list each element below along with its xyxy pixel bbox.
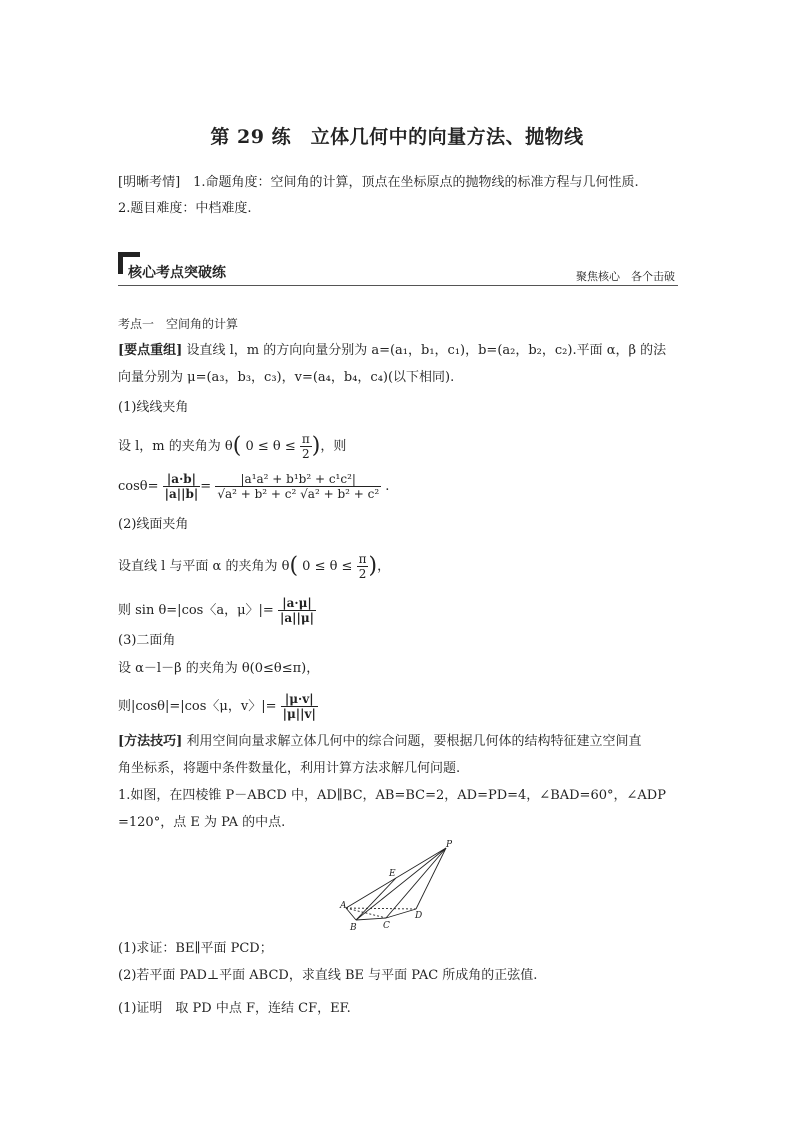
frac-expanded: $\frac{\text{|a¹a² + b¹b² + c¹c²|}}{\text{√a² + b² + c² √a² + b² + c²}}$: [217, 472, 380, 501]
method-text: 利用空间向量求解立体几何中的综合问题，要根据几何体的结构特征建立空间直: [186, 734, 642, 749]
edge-PC: [386, 848, 446, 918]
intro-line-1: [明晰考情] 1.命题角度：空间角的计算，顶点在坐标原点的抛物线的标准方程与几何性质.: [118, 175, 639, 190]
label-D: D: [415, 911, 423, 921]
item-1-heading: (1)线线夹角: [118, 400, 189, 415]
page-title: 第 29 练 立体几何中的向量方法、抛物线: [210, 126, 584, 148]
label-B: B: [350, 923, 357, 933]
sin-formula: 则 sin θ=|cos〈a，μ〉|= $\frac{|a\cdot\mu|}{|a||\mu|}$: [118, 596, 314, 625]
frac-ab: $\frac{|a\cdot b|}{|a||b|}$: [164, 472, 199, 501]
key-points-2: 向量分别为 μ=(a₃，b₃，c₃)，v=(a₄，b₄，c₄)(以下相同).: [118, 370, 455, 385]
frac-mu-v: $\frac{|\mu\cdot v|}{|\mu||v|}$: [282, 692, 316, 721]
edge-CD: [386, 909, 416, 918]
question-1: (1)求证：BE∥平面 PCD；: [118, 941, 273, 956]
item-1-text: 设 l，m 的夹角为 θ( 0 ≤ θ ≤ $\frac{\pi}{2}$ )，则: [118, 432, 347, 461]
section-heading: 考点一 空间角的计算: [118, 317, 239, 331]
cos-formula: cosθ= $\frac{|a\cdot b|}{|a||b|}$ = $\frac{\text{|a¹a² + b¹b² + c¹c²|}}{\text{√a² + b² + c² √a² + b² + c²}}$ .: [118, 472, 390, 501]
edge-BC: [356, 918, 386, 920]
item-2-heading: (2)线面夹角: [118, 517, 189, 532]
method-tips-2: 角坐标系，将题中条件数量化，利用计算方法求解几何问题.: [118, 761, 461, 776]
item-2-text: 设直线 l 与平面 α 的夹角为 θ( 0 ≤ θ ≤ $\frac{\pi}{2}$ )，: [118, 552, 391, 581]
question-2: (2)若平面 PAD⊥平面 ABCD，求直线 BE 与平面 PAC 所成角的正弦值.: [118, 968, 538, 983]
intro-line-2: 2.题目难度：中档难度.: [118, 201, 252, 216]
proof-line: (1)证明 取 PD 中点 F，连结 CF，EF.: [118, 1001, 351, 1016]
banner-bracket-top: [118, 252, 140, 257]
label-E: E: [389, 869, 396, 879]
dihedral-formula: 则|cosθ|=|cos〈μ，v〉|= $\frac{|\mu\cdot v|}{|\mu||v|}$: [118, 692, 316, 721]
key-text: 设直线 l，m 的方向向量分别为 a=(a₁，b₁，c₁)，b=(a₂，b₂，c₂).平面 α，β 的法: [186, 343, 667, 358]
banner-subtitle: 聚焦核心 各个击破: [576, 270, 675, 283]
problem-line-2: =120°，点 E 为 PA 的中点.: [118, 815, 286, 830]
banner-divider: [118, 285, 678, 286]
pi-over-2-b: $\frac{\pi}{2}$: [358, 552, 367, 581]
method-label: [方法技巧]: [118, 734, 183, 749]
label-P: P: [446, 840, 453, 850]
item-3-text: 设 α－l－β 的夹角为 θ(0≤θ≤π)，: [118, 661, 320, 676]
edge-PB: [356, 848, 446, 920]
pyramid-figure: [336, 838, 456, 934]
problem-line-1: 1.如图，在四棱锥 P－ABCD 中，AD∥BC，AB=BC=2，AD=PD=4，∠BAD=60°，∠ADP: [118, 788, 666, 803]
banner-title: 核心考点突破练: [128, 265, 226, 281]
frac-a-mu: $\frac{|a\cdot\mu|}{|a||\mu|}$: [279, 596, 314, 625]
edge-AD: [346, 908, 416, 909]
key-points: [118, 342, 666, 360]
label-A: A: [340, 901, 347, 911]
item-3-heading: (3)二面角: [118, 633, 176, 648]
pi-over-2: $\frac{\pi}{2}$: [301, 432, 310, 461]
method-tips: [118, 733, 641, 751]
key-label: [要点重组]: [118, 343, 183, 358]
label-C: C: [383, 921, 390, 931]
